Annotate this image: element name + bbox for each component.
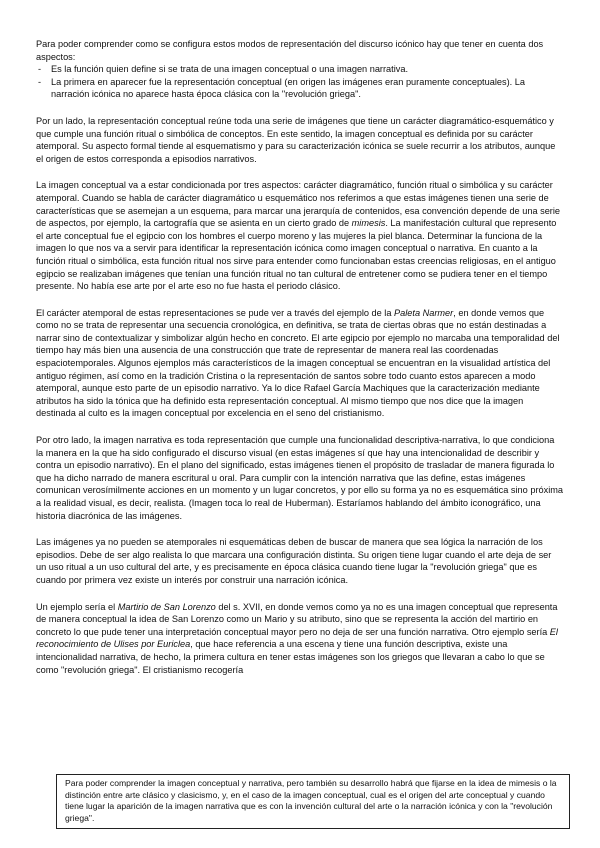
- list-item: - La primera en aparecer fue la representación conceptual (en origen las imágenes eran puramente conceptuales). La narración icónica no aparece hasta época clásica con la "revolución griega".: [36, 76, 564, 101]
- footnote-box: Para poder comprender la imagen conceptual y narrativa, pero también su desarrollo habrá que fijarse en la idea de mimesis o la distinción entre arte clásico y clasicismo, y, en el caso de la imagen conceptual, cual es el origen del arte conceptual y cuando tiene lugar la aparición de la imagen narrativa que es con la invención cultural del arte o la narración icónica y con la "revolución griega".: [56, 774, 570, 829]
- paragraph-narrative-image: Por otro lado, la imagen narrativa es toda representación que cumple una funcionalidad descriptiva-narrativa, lo que condiciona la manera en la que ha sido configurado el discurso visual (en estas imágenes sí que hay una intencionalidad de describir y contra un episodio narrativo). En el plano del significado, estas imágenes tienen el propósito de trasladar de manera figurada lo que ha dicho narrado de manera escritural u oral. Para cumplir con la intención narrativa que las define, estas imágenes comunican verosímilmente acciones en un momento y un lugar concretos, y por ello su forma ya no es esquemática sino próxima a la realidad visual, es decir, realista. (Imagen toca lo real de Huberman). Estaríamos hablando del ámbito iconográfico, una historia diacrónica de las imágenes.: [36, 435, 564, 521]
- paragraph-greek-revolution: Las imágenes ya no pueden se atemporales ni esquemáticas deben de buscar de manera que sea lógica la narración de los episodios. Debe de ser algo realista lo que marcara una configuración distinta. Su origen tiene lugar cuando el arte deja de ser un uso ritual a un uso cultural del arte, y es precisamente en época clásica cuando tiene lugar la "revolución griega" que es cuando por primera vez existe un interés por construir una narración icónica.: [36, 537, 552, 585]
- list-item: - Es la función quien define si se trata de una imagen conceptual o una imagen narrativa.: [36, 63, 564, 76]
- paragraph-atemporal-character: El carácter atemporal de estas representaciones se pude ver a través del ejemplo de la Paleta Narmer, en donde vemos que como no se trata de representar una secuencia cronológica, en definitiva, se trata de ciertas obras que no están destinadas a narrar sino de contextualizar y simbolizar algún hecho en concreto. El arte egipcio por ejemplo no marcaba una temporalidad del tiempo hay más bien una ausencia de una construcción que trate de representar de manera real las coordenadas espaciotemporales. Algunos ejemplos más característicos de la imagen conceptual se encuentran en la visualidad artística del antiguo régimen, así como en la tradición Cristina o la representación de santos sobre todo cuanto estos aparecen a modo atemporal, aunque esto parte de un episodio narrativo. Ya lo dice Rafael García Machiques que la caracterización mediante atributos ha sido la tónica que ha definido esta representación conceptual. Al mismo tiempo que nos dice que la imagen destinada al culto es la imagen conceptual por excelencia en el seno del cristianismo.: [36, 307, 560, 419]
- paragraph-examples: Un ejemplo sería el Martirio de San Lorenzo del s. XVII, en donde vemos como ya no es una imagen conceptual que representa de manera conceptual la idea de San Lorenzo como un Mario y su atributo, sino que se representa la acción del martirio en concreto lo que pude tener una interpretación conceptual mayor pero no deja de ser una función narrativa. Otro ejemplo sería El reconocimiento de Ulises por Euriclea, que hace referencia a una escena y tiene una función descriptiva, existe una intencionalidad narrativa, de hecho, la primera cultura en tener estas imágenes son los griegos que llevaran a cabo lo que se como "revolución griega". El cristianismo recogería: [36, 601, 558, 675]
- paragraph-conceptual-representation: Por un lado, la representación conceptual reúne toda una serie de imágenes que tiene un carácter diagramático-esquemático y que cumple una función ritual o simbólica de conceptos. En este sentido, la imagen conceptual es definida por su carácter atemporal. Su aspecto formal tiende al esquematismo y para su caracterización icónica se suele recurrir a los atributos, aunque el origen de estos corresponda a episodios narrativos.: [36, 115, 556, 164]
- aspects-list: [36, 63, 564, 101]
- intro-paragraph: Para poder comprender como se configura estos modos de representación del discurso icónico hay que tener en cuenta dos aspectos:: [36, 39, 544, 62]
- body-text: [36, 38, 564, 676]
- paragraph-conceptual-aspects: La imagen conceptual va a estar condicionada por tres aspectos: carácter diagramático, función ritual o simbólica y su carácter atemporal. Cuando se habla de carácter diagramático u esquemático nos referimos a que estas imágenes tienen una serie de características que se asemejan a un esquema, para marcar una jerarquía de contenidos, esa convención depende de una serie de aspectos, por ejemplo, la cartografía que se asienta en un cierto grado de mimesis. La manifestación cultural que represento el arte conceptual fue el egipcio con los hombres el cuerpo moreno y las mujeres la piel blanca. Determinar la funciona de la imagen lo que nos va a servir para identificar la representación icónica como imagen conceptual o narrativa. En cuanto a la función ritual o simbólica, esta función ritual nos sirve para entender como funcionaban estas creencias religiosas, en el antiguo egipcio se realizaban imágenes que tenían una función ritual no tan cultural de entretener como se pudiera tener en el tiempo presente. No había ese arte por el arte eso no fue hasta el periodo clásico.: [36, 180, 561, 292]
